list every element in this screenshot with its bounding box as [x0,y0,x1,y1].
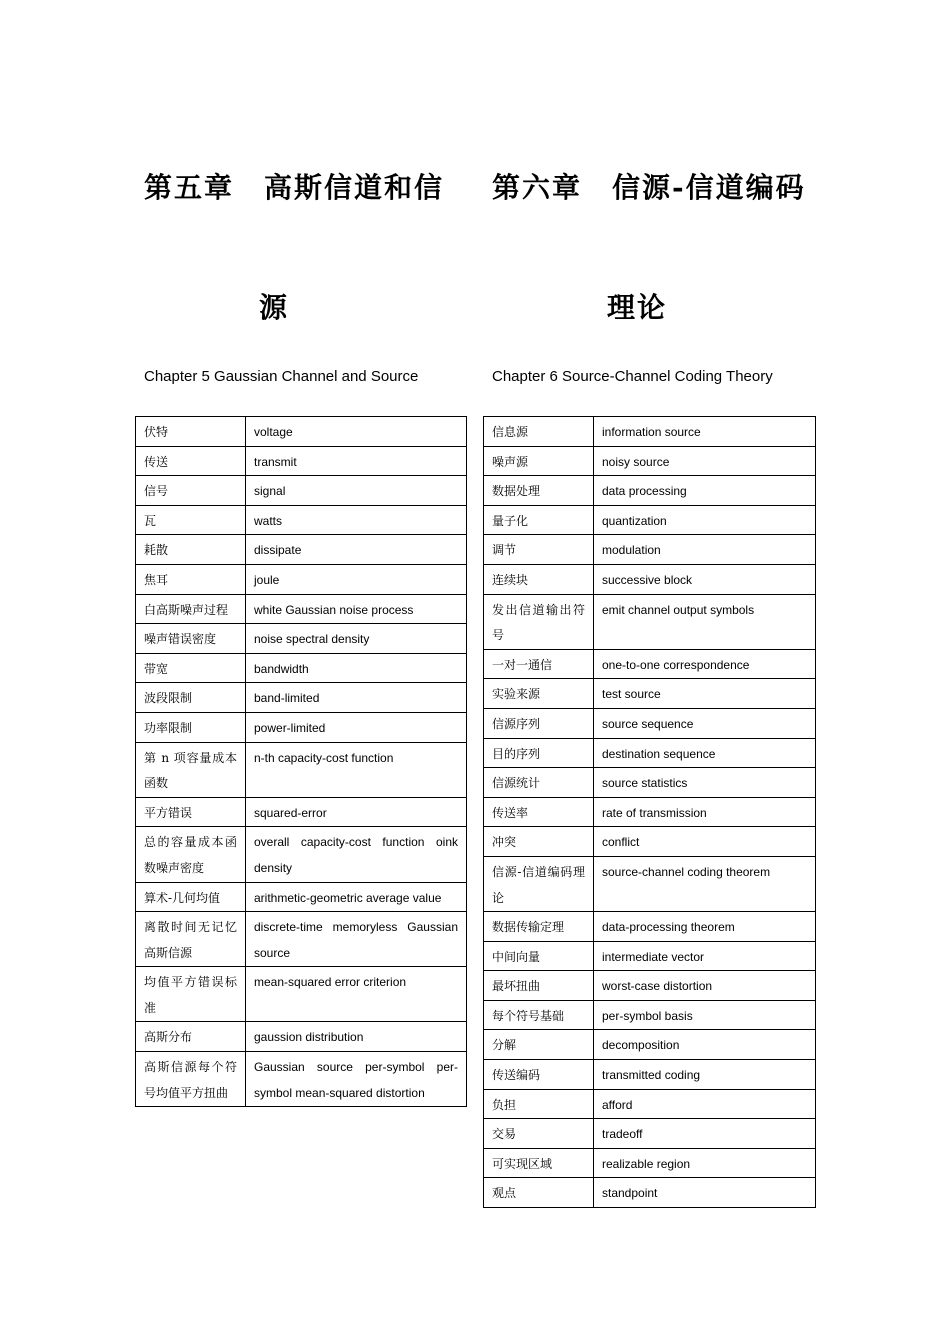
glossary-row [484,1178,816,1208]
glossary-row [136,967,467,1022]
english-term: discrete-time memoryless Gaussian source [246,912,467,967]
glossary-row [484,797,816,827]
english-term: gaussion distribution [246,1022,467,1052]
glossary-row [136,653,467,683]
english-term: afford [594,1089,816,1119]
english-term: rate of transmission [594,797,816,827]
glossary-row [136,797,467,827]
glossary-row [136,742,467,797]
chapter5-glossary-table [135,416,467,1107]
chinese-term: 传送 [136,446,246,476]
chapter6-subtitle: Chapter 6 Source-Channel Coding Theory [492,368,773,385]
english-term: intermediate vector [594,941,816,971]
chapter5-title-line1: 第五章 高斯信道和信 [144,171,445,204]
chinese-term: 白高斯噪声过程 [136,594,246,624]
chinese-term: 可实现区域 [484,1148,594,1178]
glossary-row [484,856,816,911]
chapter6-glossary-table [483,416,816,1208]
english-term: Gaussian source per-symbol per-symbol mean-squared distortion [246,1052,467,1107]
chinese-term: 信息源 [484,417,594,447]
glossary-row [484,417,816,447]
english-term: bandwidth [246,653,467,683]
glossary-row [484,1089,816,1119]
glossary-row [484,564,816,594]
chinese-term: 冲突 [484,827,594,857]
chinese-term: 传送率 [484,797,594,827]
chinese-term: 发出信道输出符号 [484,594,594,649]
glossary-row [484,738,816,768]
chinese-term: 调节 [484,535,594,565]
glossary-row [136,712,467,742]
chinese-term: 一对一通信 [484,649,594,679]
chinese-term: 均值平方错误标准 [136,967,246,1022]
glossary-row [484,594,816,649]
glossary-row [484,535,816,565]
english-term: information source [594,417,816,447]
glossary-row [484,505,816,535]
chapter6-title [492,128,822,368]
chinese-term: 功率限制 [136,712,246,742]
chapter6-title-line1: 第六章 信源-信道编码 [492,171,806,204]
glossary-row [136,564,467,594]
chinese-term: 负担 [484,1089,594,1119]
glossary-row [484,941,816,971]
chinese-term: 分解 [484,1030,594,1060]
english-term: modulation [594,535,816,565]
chinese-term: 耗散 [136,535,246,565]
glossary-row [484,1148,816,1178]
chinese-term: 带宽 [136,653,246,683]
english-term: test source [594,679,816,709]
glossary-row [484,912,816,942]
english-term: per-symbol basis [594,1000,816,1030]
chinese-term: 第 n 项容量成本函数 [136,742,246,797]
english-term: source sequence [594,708,816,738]
english-term: voltage [246,417,467,447]
english-term: transmit [246,446,467,476]
glossary-row [136,882,467,912]
chinese-term: 信源序列 [484,708,594,738]
glossary-row [484,679,816,709]
chinese-term: 中间向量 [484,941,594,971]
chinese-term: 实验来源 [484,679,594,709]
chinese-term: 最坏扭曲 [484,971,594,1001]
chinese-term: 信号 [136,476,246,506]
glossary-row [484,768,816,798]
chinese-term: 观点 [484,1178,594,1208]
glossary-row [136,1052,467,1107]
english-term: destination sequence [594,738,816,768]
chinese-term: 算术-几何均值 [136,882,246,912]
chapter5-title [144,128,474,368]
english-term: joule [246,564,467,594]
english-term: band-limited [246,683,467,713]
chinese-term: 信源统计 [484,768,594,798]
glossary-row [484,827,816,857]
glossary-row [136,624,467,654]
english-term: tradeoff [594,1119,816,1149]
english-term: one-to-one correspondence [594,649,816,679]
english-term: dissipate [246,535,467,565]
chinese-term: 波段限制 [136,683,246,713]
english-term: watts [246,505,467,535]
english-term: power-limited [246,712,467,742]
chinese-term: 平方错误 [136,797,246,827]
chinese-term: 离散时间无记忆高斯信源 [136,912,246,967]
glossary-row [484,446,816,476]
chinese-term: 焦耳 [136,564,246,594]
english-term: transmitted coding [594,1060,816,1090]
glossary-row [484,1030,816,1060]
chinese-term: 数据传输定理 [484,912,594,942]
glossary-row [484,1000,816,1030]
chinese-term: 每个符号基础 [484,1000,594,1030]
chinese-term: 交易 [484,1119,594,1149]
english-term: signal [246,476,467,506]
chinese-term: 高斯分布 [136,1022,246,1052]
glossary-row [136,505,467,535]
glossary-row [484,971,816,1001]
glossary-row [136,683,467,713]
glossary-row [136,912,467,967]
glossary-row [136,417,467,447]
english-term: source-channel coding theorem [594,856,816,911]
glossary-row [136,1022,467,1052]
english-term: realizable region [594,1148,816,1178]
glossary-row [484,1060,816,1090]
glossary-row [136,594,467,624]
glossary-row [136,827,467,882]
glossary-row [484,708,816,738]
chinese-term: 噪声源 [484,446,594,476]
chinese-term: 量子化 [484,505,594,535]
english-term: noisy source [594,446,816,476]
english-term: source statistics [594,768,816,798]
english-term: emit channel output symbols [594,594,816,649]
chinese-term: 高斯信源每个符号均值平方扭曲 [136,1052,246,1107]
chinese-term: 瓦 [136,505,246,535]
chapter5-subtitle: Chapter 5 Gaussian Channel and Source [144,368,419,385]
chinese-term: 信源-信道编码理论 [484,856,594,911]
english-term: data processing [594,476,816,506]
english-term: n-th capacity-cost function [246,742,467,797]
english-term: standpoint [594,1178,816,1208]
chinese-term: 数据处理 [484,476,594,506]
chinese-term: 目的序列 [484,738,594,768]
glossary-row [136,476,467,506]
english-term: arithmetic-geometric average value [246,882,467,912]
glossary-row [136,446,467,476]
english-term: white Gaussian noise process [246,594,467,624]
english-term: data-processing theorem [594,912,816,942]
english-term: successive block [594,564,816,594]
chinese-term: 传送编码 [484,1060,594,1090]
english-term: noise spectral density [246,624,467,654]
glossary-row [484,649,816,679]
english-term: conflict [594,827,816,857]
chapter6-title-line2: 理论 [607,291,668,324]
chinese-term: 噪声错误密度 [136,624,246,654]
english-term: squared-error [246,797,467,827]
glossary-row [136,535,467,565]
chinese-term: 总的容量成本函数噪声密度 [136,827,246,882]
english-term: worst-case distortion [594,971,816,1001]
english-term: quantization [594,505,816,535]
english-term: decomposition [594,1030,816,1060]
glossary-row [484,476,816,506]
english-term: overall capacity-cost function oink density [246,827,467,882]
glossary-row [484,1119,816,1149]
chapter5-title-line2: 源 [259,291,290,324]
chinese-term: 伏特 [136,417,246,447]
english-term: mean-squared error criterion [246,967,467,1022]
chinese-term: 连续块 [484,564,594,594]
